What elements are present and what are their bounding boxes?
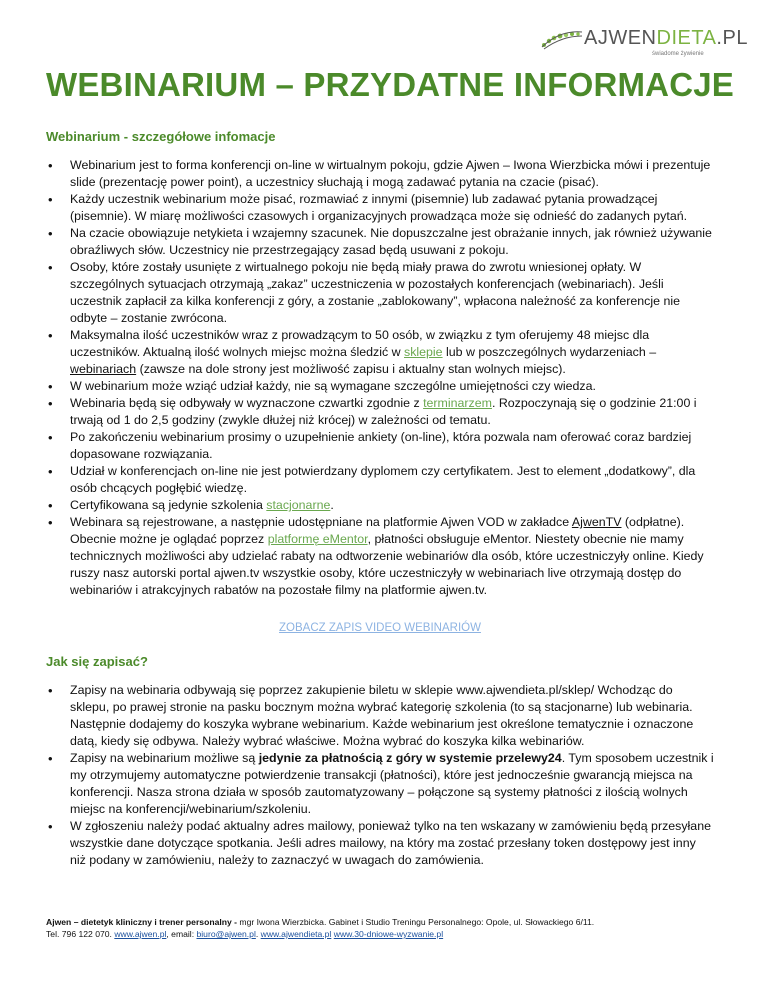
- section-heading-details: Webinarium - szczegółowe infomacje: [46, 129, 276, 144]
- logo-tagline: świadome żywienie: [652, 51, 704, 57]
- footer-link-ajwen[interactable]: www.ajwen.pl: [114, 929, 167, 939]
- list-item: • Osoby, które zostały usunięte z wirtualnego pokoju nie będą miały prawa do zwrotu wniesionej opłaty. W szczególnych sytuacjach otrzymają „zakaz” uczestniczenia w pozostałych konferencjach (webinariach). Jeśli uczestnik zapłacił za kilka konferencji z góry, a zostanie „zablokowany”, wpłacona należność za konferencje nie odbyte – zostanie zwrócona.: [46, 259, 714, 327]
- schedule-link[interactable]: terminarzem: [423, 396, 492, 410]
- section-heading-signup: Jak się zapisać?: [46, 654, 148, 669]
- logo-text: AJWENDIETA.PL: [584, 27, 748, 49]
- list-item: • W zgłoszeniu należy podać aktualny adres mailowy, ponieważ tylko na ten wskazany w zamówieniu będą przesyłane wszystkie dane dotyczące spotkania. Jeśli adres mailowy, na który ma zostać przesłany token dostępowy jest inny niż podany w zamówieniu, należy to zaznaczyć w uwagach do zamówienia.: [46, 818, 714, 869]
- list-item: • Maksymalna ilość uczestników wraz z prowadzącym to 50 osób, w związku z tym oferujemy 48 miejsc dla uczestników. Aktualną ilość wolnych miejsc można śledzić w sklepie lub w poszczególnych wydarzeniach – webinariach (zawsze na dole strony jest możliwość zapisu i aktualny stan wolnych miejsc).: [46, 327, 714, 378]
- ementor-link[interactable]: platformę eMentor: [267, 532, 368, 546]
- list-item: • Udział w konferencjach on-line nie jest potwierdzany dyplomem czy certyfikatem. Jest to element „dodatkowy”, dla osób chcących pogłębić wiedzę.: [46, 463, 714, 497]
- list-item: • Webinaria będą się odbywały w wyznaczone czwartki zgodnie z terminarzem. Rozpoczynają się o godzinie 21:00 i trwają od 1 do 2,5 godziny (zwykle dłużej niż krócej) w zależności od tematu.: [46, 395, 714, 429]
- stationary-training-link[interactable]: stacjonarne: [266, 498, 331, 512]
- dna-helix-icon: [540, 28, 584, 50]
- footer-link-ajwendieta[interactable]: www.ajwendieta.pl: [260, 929, 332, 939]
- list-item: • Webinara są rejestrowane, a następnie udostępniane na platformie Ajwen VOD w zakładce AjwenTV (odpłatne). Obecnie możne je oglądać poprzez platformę eMentor, płatności obsługuje eMentor. Niestety obecnie nie mamy technicznych możliwości aby udzielać rabaty na odtworzenie webinariów dla osób, które uczestniczyły online. Kiedy ruszy nasz autorski portal ajwen.tv wszystkie osoby, które uczestniczyły w webinariach live otrzymają dostęp do webinariów i atrakcyjnych rabatów na pozostałe filmy na platformie ajwen.tv.: [46, 514, 714, 599]
- details-list: [46, 157, 714, 599]
- ajwentv-link[interactable]: AjwenTV: [571, 515, 622, 529]
- list-item: • Zapisy na webinaria odbywają się poprzez zakupienie biletu w sklepie www.ajwendieta.pl/sklep/ Wchodząc do sklepu, po prawej stronie na pasku bocznym można wybrać kategorię szkolenia (to są stacjonarne) lub webinaria. Następnie dodajemy do koszyka wybrane webinarium. Każde webinarium jest określone tematycznie i oznaczone datą, kiedy się odbywa. Należy wybrać właściwe. Można wybrać do koszyka kilka webinariów.: [46, 682, 714, 750]
- list-item: • Webinarium jest to forma konferencji on-line w wirtualnym pokoju, gdzie Ajwen – Iwona Wierzbicka mówi i prezentuje slide (prezentację power point), a uczestnicy słuchają i mogą zadawać pytania na czacie (pisać).: [46, 157, 714, 191]
- list-item: • Każdy uczestnik webinarium może pisać, rozmawiać z innymi (pisemnie) lub zadawać pytania prowadzącej (pisemnie). W miarę możliwości czasowych i organizacyjnych prowadząca może się odnieść do zadanych pytań.: [46, 191, 714, 225]
- footer-bold: Ajwen – dietetyk kliniczny i trener personalny -: [46, 917, 238, 927]
- webinars-link[interactable]: webinariach: [70, 362, 137, 376]
- list-item: • Po zakończeniu webinarium prosimy o uzupełnienie ankiety (on-line), która pozwala nam oferować coraz bardziej dopasowane rozwiązania.: [46, 429, 714, 463]
- video-recordings-link[interactable]: ZOBACZ ZAPIS VIDEO WEBINARIÓW: [279, 622, 481, 634]
- signup-list: [46, 682, 714, 869]
- list-item: • W webinarium może wziąć udział każdy, nie są wymagane szczególne umiejętności czy wiedza.: [46, 378, 714, 395]
- list-item: • Na czacie obowiązuje netykieta i wzajemny szacunek. Nie dopuszczalne jest obrażanie innych, jak również używanie obraźliwych słów. Uczestnicy nie przestrzegający zasad będą usuwani z pokoju.: [46, 225, 714, 259]
- video-link-row: [46, 619, 714, 637]
- list-item: • Certyfikowana są jedynie szkolenia stacjonarne.: [46, 497, 714, 514]
- footer-link-30dni[interactable]: www.30-dniowe-wyzwanie.pl: [333, 929, 444, 939]
- page-footer: Ajwen – dietetyk kliniczny i trener personalny - mgr Iwona Wierzbicka. Gabinet i Studio Treningu Personalnego: Opole, ul. Słowackiego 6/11. Tel. 796 122 070. www.ajwen.pl, email: biuro@ajwen.pl. www.ajwendieta.pl www.30-dniowe-wyzwanie.pl: [46, 917, 595, 939]
- page-title: WEBINARIUM – PRZYDATNE INFORMACJE: [46, 66, 734, 103]
- list-item: • Zapisy na webinarium możliwe są jedynie za płatnością z góry w systemie przelewy24. Tym sposobem uczestnik i my otrzymujemy automatyczne potwierdzenie transakcji (płatności), które jest jednocześnie gwarancją miejsca na konferencji. Nasza strona działa w sposób zautomatyzowany – połączone są systemy płatności z ilością wolnych miejsc na konferencji/webinarium/szkoleniu.: [46, 750, 714, 818]
- ajwen-logo: [540, 24, 748, 60]
- shop-link[interactable]: sklepie: [404, 345, 443, 359]
- footer-email-link[interactable]: biuro@ajwen.pl: [196, 929, 256, 939]
- document-body: [46, 128, 714, 869]
